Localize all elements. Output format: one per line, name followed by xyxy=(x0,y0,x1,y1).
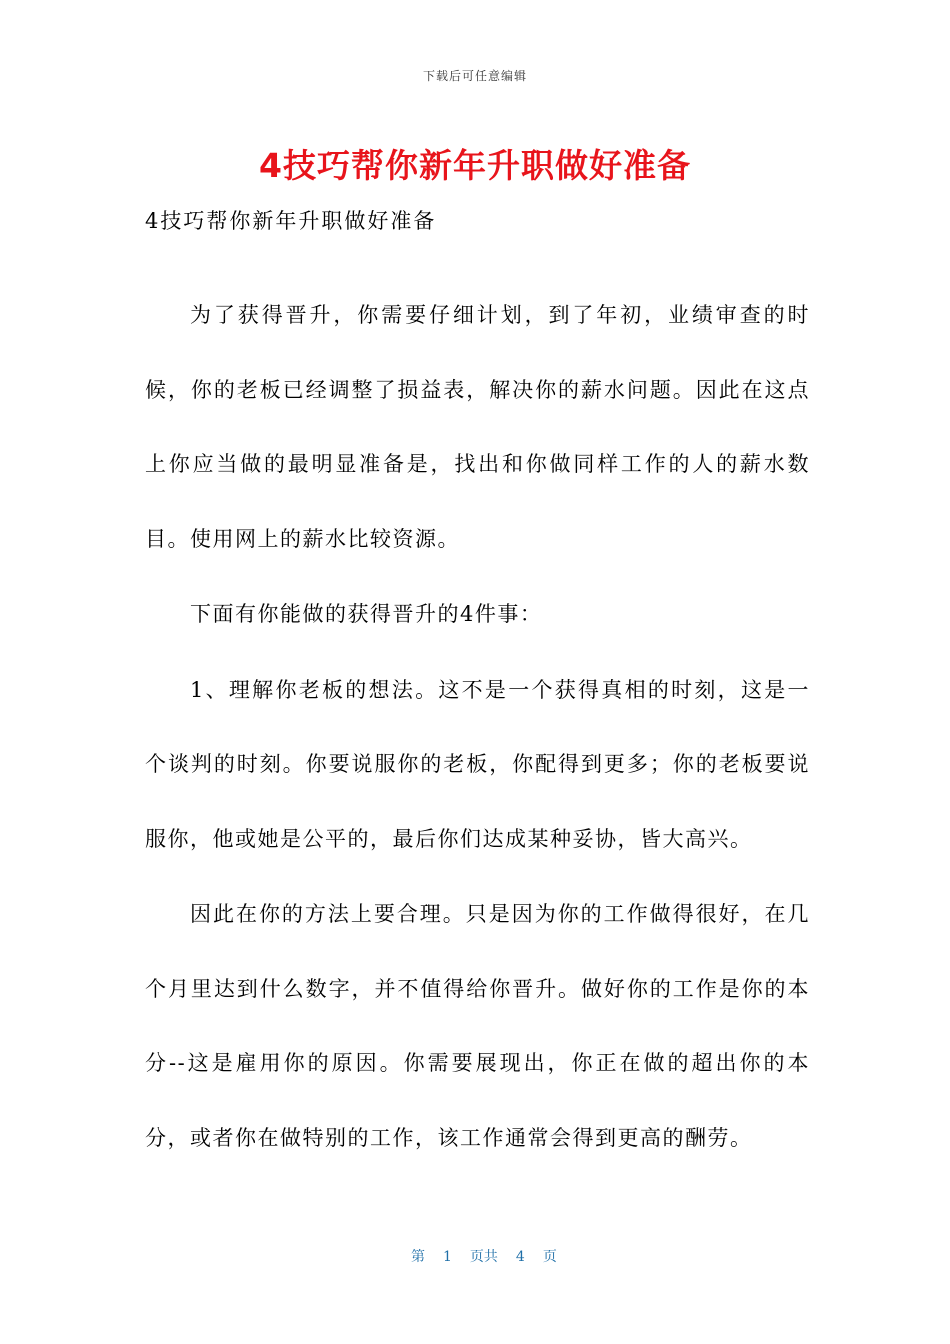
document-body xyxy=(145,278,810,1176)
paragraph-intro: 为了获得晋升，你需要仔细计划，到了年初，业绩审查的时候，你的老板已经调整了损益表，解决你的薪水问题。因此在这点上你应当做的最明显准备是，找出和你做同样工作的人的薪水数目。使用网上的薪水比较资源。 xyxy=(145,303,810,551)
footer-prefix: 第 xyxy=(410,1249,425,1265)
paragraph-tip-1: 1、理解你老板的想法。这不是一个获得真相的时刻，这是一个谈判的时刻。你要说服你的老板，你配得到更多；你的老板要说服你，他或她是公平的，最后你们达成某种妥协，皆大高兴。 xyxy=(145,677,810,851)
footer-suffix: 页 xyxy=(542,1249,557,1265)
document-title: 4技巧帮你新年升职做好准备 xyxy=(259,146,691,185)
footer-middle: 页共 xyxy=(469,1249,498,1265)
page-footer xyxy=(0,1230,950,1282)
footer-current-page: 1 xyxy=(442,1249,452,1265)
document-subtitle: 4技巧帮你新年升职做好准备 xyxy=(145,209,437,233)
paragraph-list-lead: 下面有你能做的获得晋升的4件事： xyxy=(190,602,543,626)
footer-total-pages: 4 xyxy=(515,1249,525,1265)
paragraph-tip-1-detail: 因此在你的方法上要合理。只是因为你的工作做得很好，在几个月里达到什么数字，并不值得给你晋升。做好你的工作是你的本分--这是雇用你的原因。你需要展现出，你正在做的超出你的本分，或者你在做特别的工作，该工作通常会得到更高的酬劳。 xyxy=(145,902,810,1150)
header-note: 下载后可任意编辑 xyxy=(422,69,527,83)
